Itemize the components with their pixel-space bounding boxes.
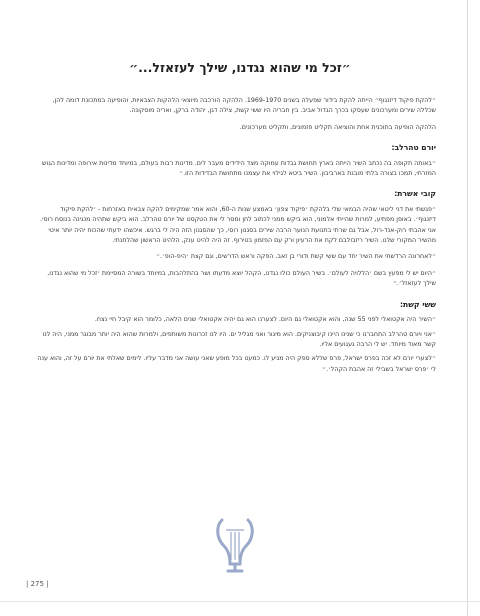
kobi-paragraph-3: ״היום יש לי מפעץ בשם ׳הללויה לעולם׳. בשיר העולם כולו נגדנו, הקהל יוצא מדעתו ושר בהתלהבות, במיוחד בשורה המסיימת ׳זכל מי שהוא נגדנו, שילך לעזאזל׳.״ [47, 269, 436, 288]
yoram-paragraph-1: ״באותה תקופה בה נכתב השיר הייתה בארץ תחושת גבדות עמוקה מצד הידידים מעבר לים. מדינות רבות בעולם, במיוחד מדינות אירופה ומדינות הגוש המזרחי, תמכו בצורה בלתי מובנת בארביבון. השיר ביטא לגילוי את עצמנו מתחושת הבדידות הזו.״ [42, 159, 436, 178]
shishi-paragraph-2: ״אני ויורם טהרלב התחברנו כי שנינו היינו קיבוצניקים. הוא מיגור ואני מגליל ים. היו לנו זכרונות משותפים, ולמרות שהוא היה יותר מבוגר ממני, היה לנו קשר מאוד מיוחד. יש לי הרבה געגועים אליו. [42, 330, 436, 348]
page-number: | 275 | [26, 580, 49, 588]
song-title: ״זכל מי שהוא נגדנו, שילך לעזאזל...״ [129, 60, 351, 75]
section-heading-kobi: קובי אשרת: [394, 189, 436, 199]
shishi-paragraph-1: ״השיר היה אקטואלי לפני 55 שנה, והוא אקטואלי גם היום. לצערנו הוא גם יהיה אקטואלי שנים הלאה, כלומר הוא קיבל חיי נצח. [94, 316, 436, 324]
intro-paragraph-2: הלהקה הופיעה בתוכנית אחת והוציאה תקליט פזמונים, ותקליט מערכונים. [239, 123, 436, 131]
intro-paragraph-1: ״להקת פיקוד דיזנגוף״ הייתה להקת בידור שפעלה בשנים 1969-1970. הלהקה הורכבה מיוצאי הלהקות הצבאיות, והופיעה במתכונת דומה להן, שכללה שירים ומערכונים שעסקו בכרך הגדול אביב. בין חבריה היו ששי קשת, צילה דגן, יהודה ברקן, ואריה מוסקונה. [52, 97, 436, 115]
section-heading-shishi: ששי קשת: [400, 299, 436, 309]
article-body [36, 96, 436, 379]
lyre-icon [214, 516, 256, 574]
kobi-paragraph-1: ״פגשתי את דני ליטאי שהיה הבמאי שלי בלהקת ׳פיקוד צפון׳ באמצע שנות ה-60, והוא אמר שמקימים להקה צבאית באזרחות - ׳להקת פיקוד דיזנגוף׳. באופן מפתיע, למרות שהייתי אלמוני, הוא ביקש ממני לכתוב לחן ומסר לי את הטקסט של יורם טהרלב. הוא ביקש שתהיה מנגינה בנוסח רוסי. אני אהבתי רוק-אנד-רול, אבל גם שרתי בתנועת הנוער הרבה שירים בסגנון רוסי, כך שהסגנון הזה היה לי ברגש. איכשהו ידעתי שהכוח יהיה יותר איטי מהשיר המקורי שלנו. השיר ריזבולבם לקח את הרעיון ורק עם הפזמון בטירוף. זה היה להיט ענק, הלהיט הראשון שהלחנתי. [40, 205, 436, 245]
page-edge-right [467, 0, 468, 616]
section-heading-yoram: יורם טהרלב: [391, 143, 436, 153]
shishi-paragraph-3: ״לצערי יורם לא זכה בפרס ישראל, פרס שללא ספק היה מגיע לו. כמעט בכל מופע שאני עושה אני מדבר עליו. לימים שאלתי את יורם על זה, והוא ענה לי ׳פרס ישראל בשבילי זה אהבת הקהל׳.״ [37, 355, 436, 373]
kobi-paragraph-2: ״לאחרונה הרדשתי את השיר יחד עם ששי קשת ודורי בן זאב. הפקה וראש הדרשים, וגם קצת ׳היפ-הופ׳.״ [156, 253, 436, 261]
page-edge-bottom [0, 601, 480, 602]
